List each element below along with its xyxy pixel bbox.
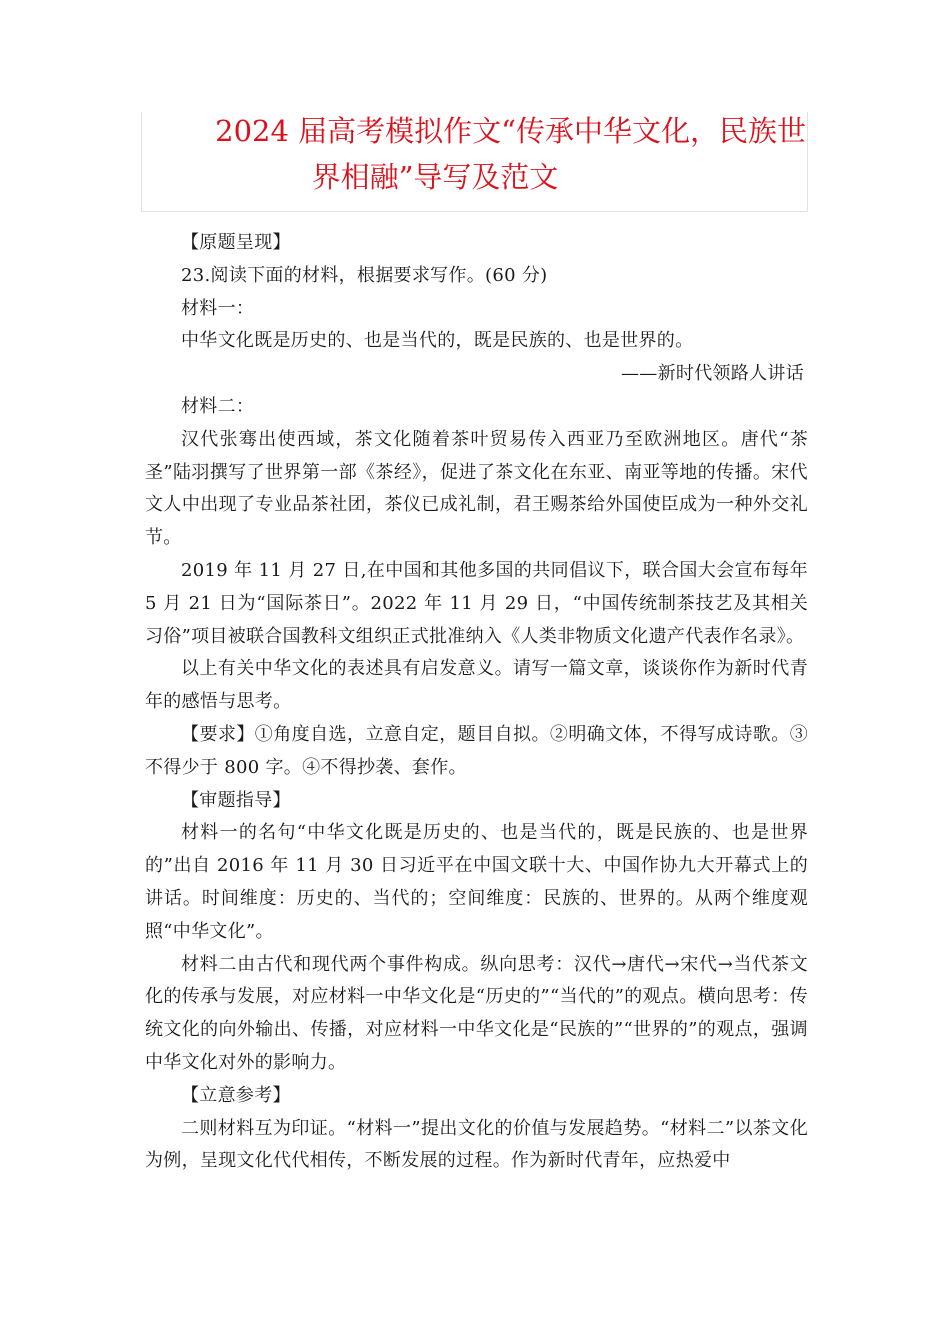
title-line-1: 2024 届高考模拟作文“传承中华文化，民族世 (215, 114, 806, 148)
section-heading-original: 【原题呈现】 (181, 232, 291, 253)
material-one-label: 材料一： (181, 297, 255, 319)
document-title (200, 108, 810, 200)
section-heading-ideas: 【立意参考】 (181, 1084, 291, 1106)
title-line-2: 界相融”导写及范文 (311, 160, 559, 194)
question-prompt: 23.阅读下面的材料，根据要求写作。(60 分) (181, 264, 548, 286)
writing-task: 以上有关中华文化的表述具有启发意义。请写一篇文章，谈谈你作为新时代青年的感悟与思考。 (145, 658, 808, 713)
ideas-paragraph-1: 二则材料互为印证。“材料一”提出文化的价值与发展趋势。“材料二”以茶文化为例，呈现文化代代相传，不断发展的过程。作为新时代青年，应热爱中 (145, 1117, 808, 1172)
requirements: 【要求】①角度自选，立意自定，题目自拟。②明确文体，不得写成诗歌。③不得少于 800 字。④不得抄袭、套作。 (145, 723, 808, 778)
guidance-paragraph-2: 材料二由古代和现代两个事件构成。纵向思考：汉代→唐代→宋代→当代茶文化的传承与发展，对应材料一中华文化是“历史的”“当代的”的观点。横向思考：传统文化的向外输出、传播，对应材料一中华文化是“民族的”“世界的”的观点，强调中华文化对外的影响力。 (145, 953, 808, 1073)
material-one-quote: 中华文化既是历史的、也是当代的，既是民族的、也是世界的。 (181, 330, 694, 352)
section-heading-guidance: 【审题指导】 (181, 789, 291, 811)
material-one-attribution: ——新时代领路人讲话 (621, 363, 804, 385)
guidance-paragraph-1: 材料一的名句“中华文化既是历史的、也是当代的，既是民族的、也是世界的”出自 2016 年 11 月 30 日习近平在中国文联十大、中国作协九大开幕式上的讲话。时间维度：历史的、当代的；空间维度：民族的、世界的。从两个维度观照“中华文化”。 (145, 822, 808, 942)
document-body (145, 227, 808, 1178)
material-two-paragraph-2: 2019 年 11 月 27 日,在中国和其他多国的共同倡议下，联合国大会宣布每年 5 月 21 日为“国际茶日”。2022 年 11 月 29 日，“中国传统制茶技艺及其相关习俗”项目被联合国教科文组织正式批准纳入《人类非物质文化遗产代表作名录》。 (145, 559, 808, 647)
material-two-paragraph-1: 汉代张骞出使西域，茶文化随着茶叶贸易传入西亚乃至欧洲地区。唐代“茶圣”陆羽撰写了世界第一部《茶经》，促进了茶文化在东亚、南亚等地的传播。宋代文人中出现了专业品茶社团，茶仪已成礼制，君王赐茶给外国使臣成为一种外交礼节。 (145, 428, 808, 549)
material-two-label: 材料二： (181, 395, 255, 417)
